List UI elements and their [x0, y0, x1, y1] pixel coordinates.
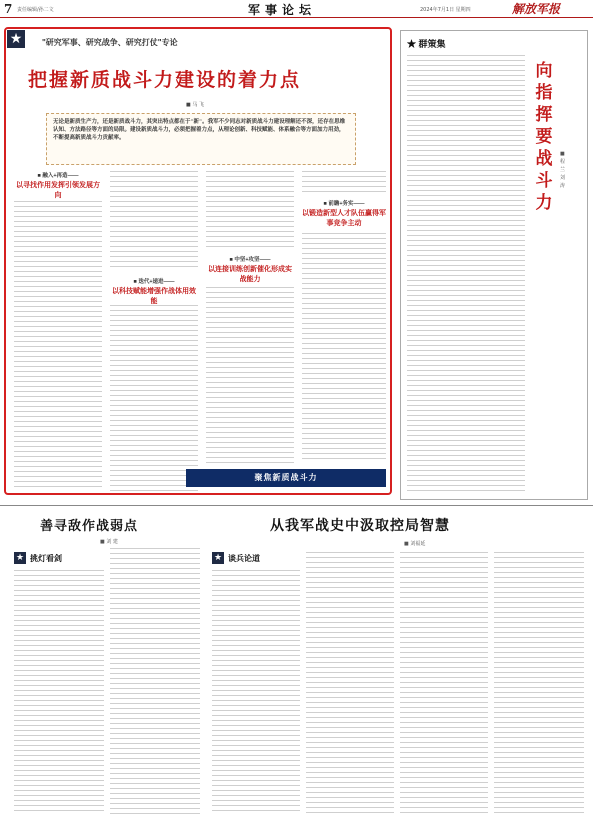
bottom-left-subhead: 挑灯看剑: [30, 554, 62, 563]
section-head-3: [206, 255, 294, 285]
section-tag-4: ■ 前瞻+务实——: [323, 201, 365, 207]
section-title-4: 以锻造新型人才队伍赢得军事竞争主动: [302, 210, 386, 227]
sidebar-author: ■ 程兰 刘 涛: [560, 151, 566, 189]
sidebar-text-column: [407, 55, 525, 495]
section-title-1: 以寻找作用发挥引领发展方向: [16, 182, 100, 199]
article-author: ■ 马 飞: [186, 102, 204, 108]
article-column-1: [14, 201, 102, 491]
section-title-3: 以连接训练创新催化形成实战能力: [208, 266, 292, 283]
newspaper-logo: 解放军报: [512, 2, 561, 16]
page-header: [0, 0, 593, 18]
bottom-right-column-4: [494, 552, 584, 815]
bottom-right-column-1: [212, 570, 300, 815]
bottom-left-title: 善寻敌作战弱点: [40, 519, 139, 534]
star-icon: ★: [15, 553, 25, 563]
column-head-label: 群策集: [418, 39, 446, 49]
section-head-2: [110, 277, 198, 307]
main-article: [4, 27, 392, 495]
star-icon: ★: [213, 553, 223, 563]
page-editor: 责任编辑/孙二文: [17, 7, 54, 13]
section-tag-3: ■ 中坚+攻坚——: [229, 257, 271, 263]
section-tag-2: ■ 迭代+递进——: [133, 279, 175, 285]
section-head-1: [14, 171, 102, 201]
bottom-left-column-2: [110, 548, 200, 815]
article-column-3b: [206, 287, 294, 463]
article-column-3a: [206, 171, 294, 251]
article-title: 把握新质战斗力建设的着力点: [28, 69, 302, 91]
bottom-right-subhead: 谈兵论道: [228, 554, 260, 563]
bottom-right-author: ■ 刘福延: [404, 541, 426, 547]
bottom-left-author: ■ 刘 建: [100, 539, 118, 545]
section-head-4: [302, 199, 386, 229]
sidebar-title: 向指挥要战斗力: [535, 61, 553, 213]
star-icon: ★: [7, 30, 25, 48]
article-lead: 无论是新质生产力，还是新质战斗力，其突出特点都在于"新"。我军不少同志对新质战斗力建设理解还不深，还存在思维认知、方法路径等方面的局限。建设新质战斗力，必须把握着力点，从理论创新、科技赋能、体系融合等方面加力用劲，不断提高新质战斗力贡献率。: [53, 119, 346, 141]
issue-date: 2024年7月1日 星期四: [420, 7, 471, 13]
article-footer-banner: 聚焦新质战斗力: [186, 469, 386, 487]
article-column-2a: [110, 171, 198, 271]
article-lead-box: [46, 113, 356, 165]
bottom-right-column-2: [306, 552, 394, 815]
bottom-right-title: 从我军战史中汲取控局智慧: [270, 518, 450, 534]
section-title: 军事论坛: [248, 3, 317, 17]
bottom-left-column-1: [14, 570, 104, 815]
article-column-2b: [110, 305, 198, 491]
section-title-2: 以科技赋能增强作战体用效能: [112, 288, 196, 305]
bottom-right-column-3: [400, 552, 488, 815]
sidebar-article: [400, 30, 588, 500]
article-column-4b: [302, 233, 386, 463]
section-divider: [0, 505, 593, 506]
column-head: [407, 37, 446, 50]
section-tag-1: ■ 融入+再造——: [37, 173, 79, 179]
star-icon: ★: [407, 39, 417, 49]
page-number: 7: [4, 2, 13, 16]
article-series-label: "研究军事、研究战争、研究打仗"专论: [42, 38, 178, 47]
article-column-4a: [302, 171, 386, 195]
